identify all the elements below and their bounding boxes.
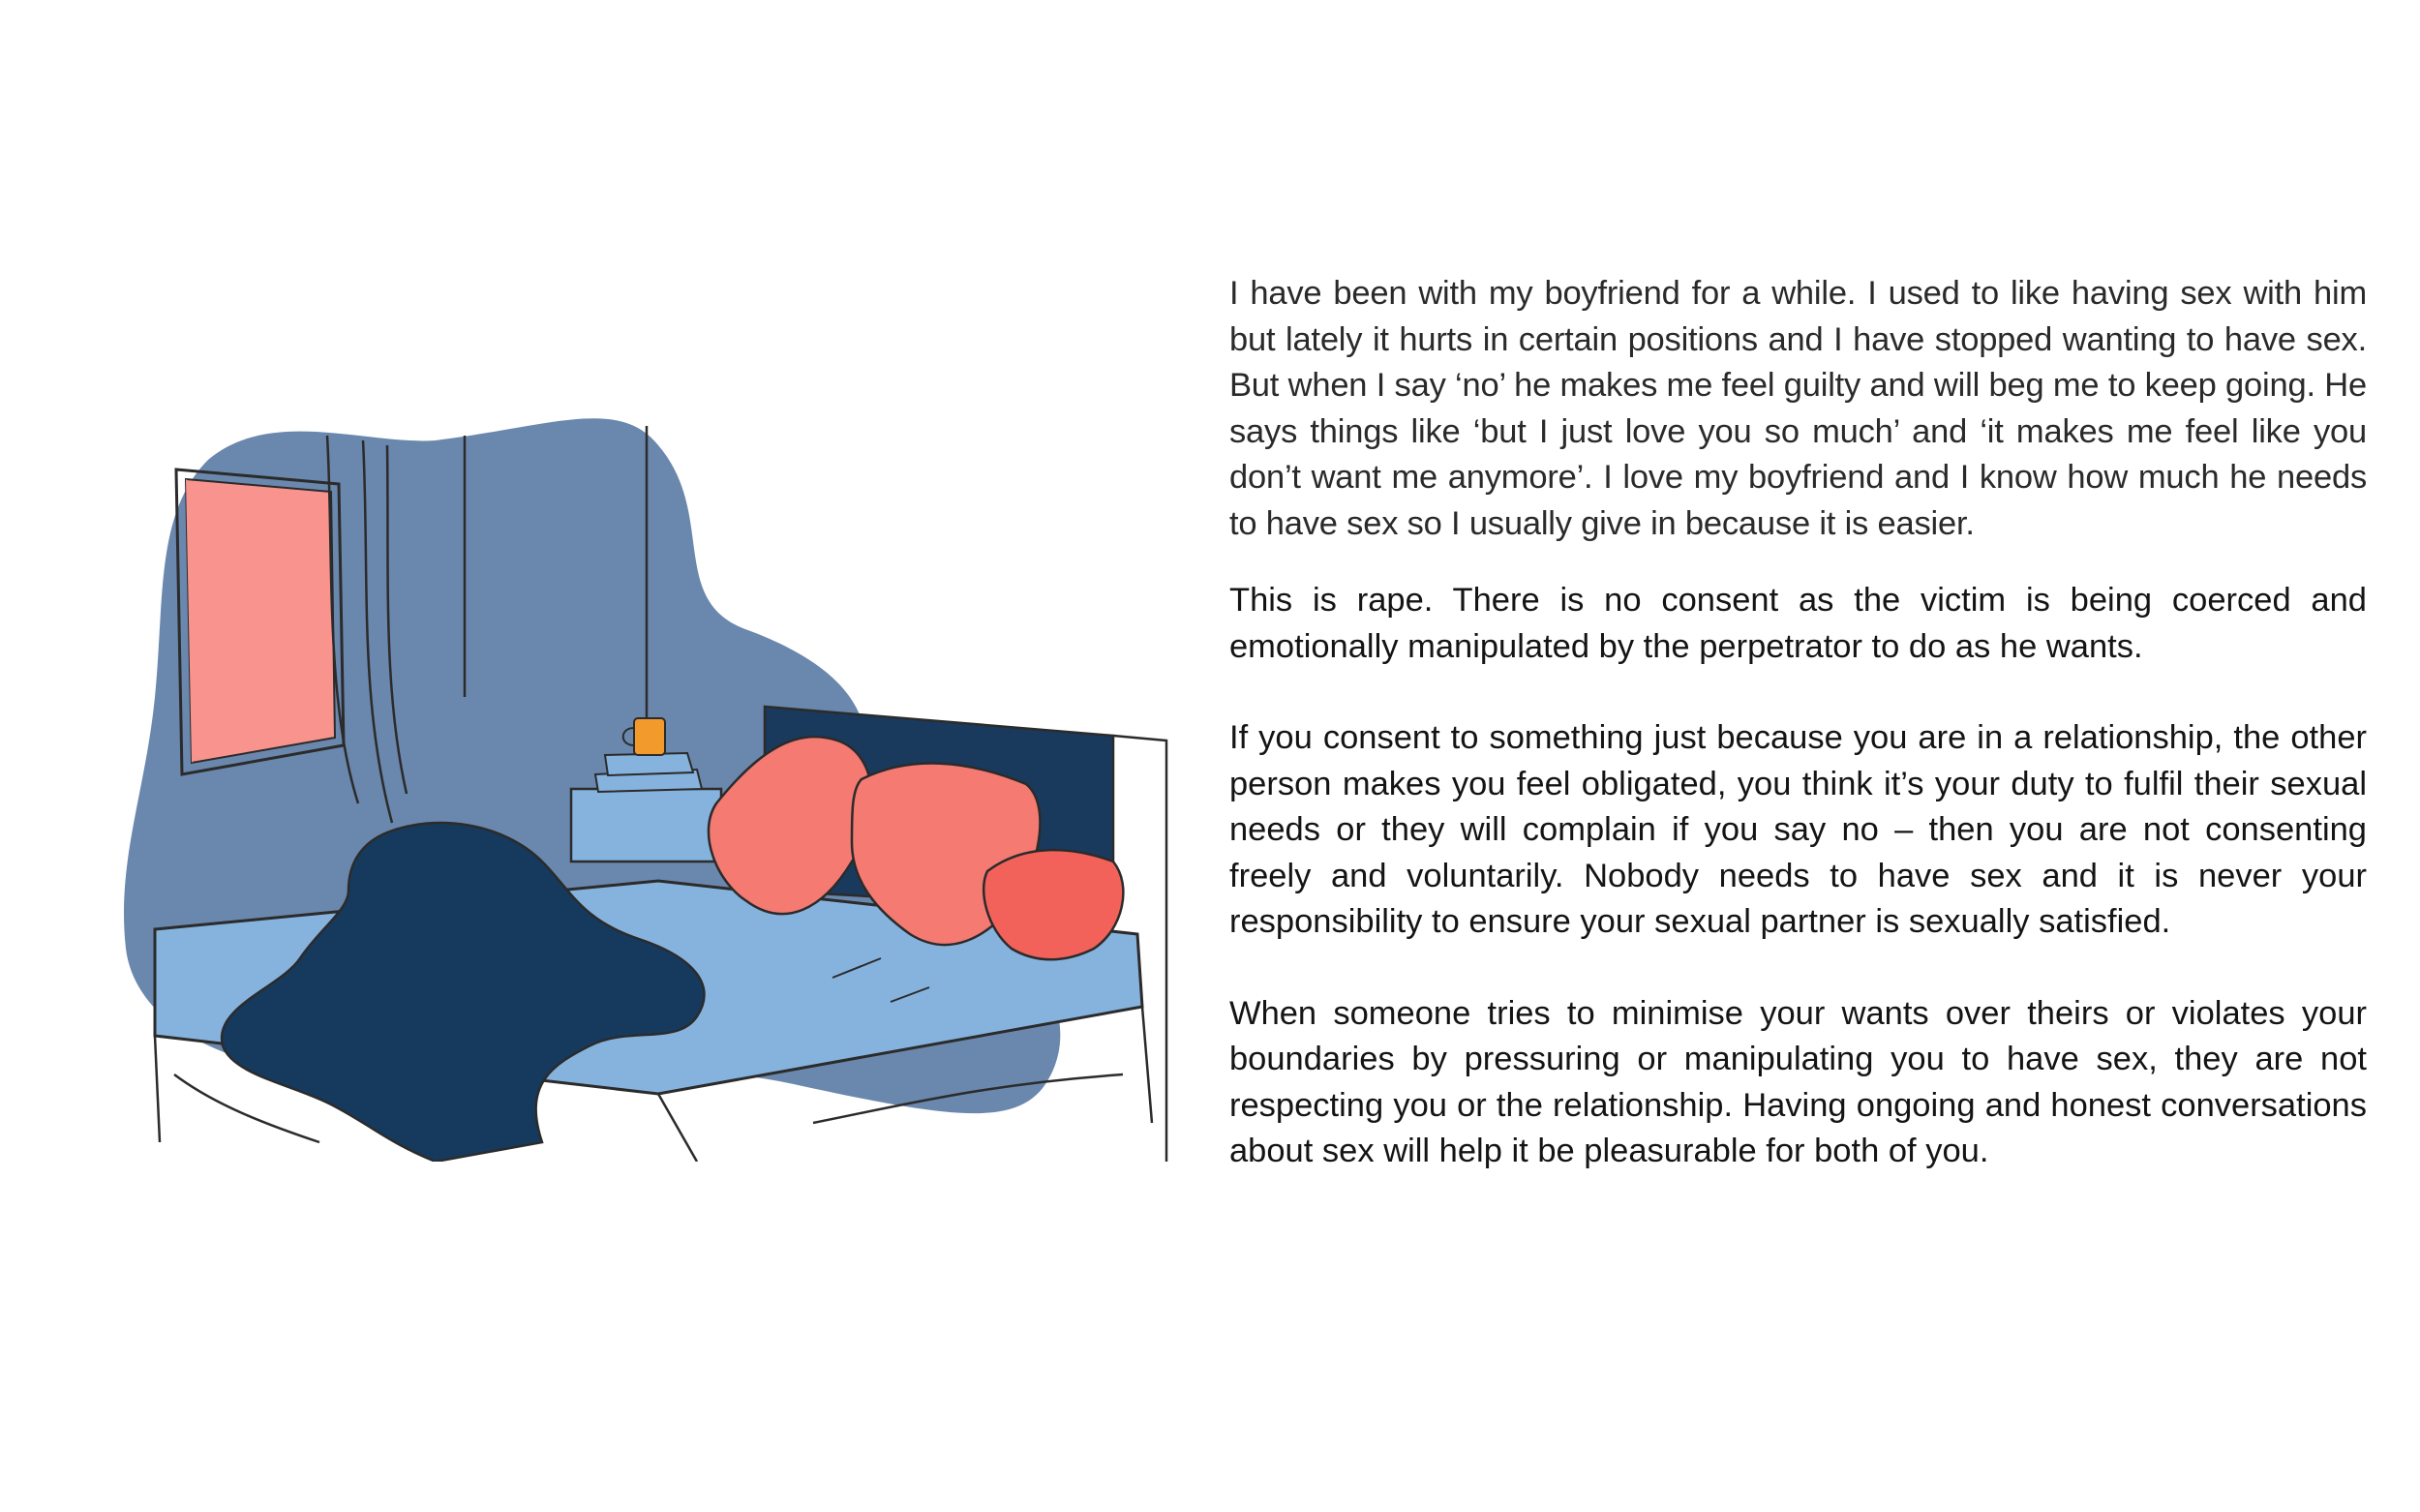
mug-icon (634, 718, 665, 755)
window (176, 469, 344, 774)
bedroom-scene-icon (116, 407, 1200, 1162)
explanation-paragraph: If you consent to something just because you are in a relationship, the other person makes you feel obligated, you think it’s your duty to fulfil their sexual needs or they will complain if you say no – then you are not consenting freely and voluntarily. Nobody needs to have sex and it is never your responsibility to ensure your sexual partner is sexually satisfied. (1229, 719, 2367, 940)
verdict-paragraph: This is rape. There is no consent as the victim is being coerced and emotionally manipulated by the perpetrator to do as he wants. (1229, 582, 2367, 665)
text-column (1229, 271, 2367, 1175)
bedroom-illustration (116, 407, 1200, 1162)
story-paragraph: I have been with my boyfriend for a while. I used to like having sex with him but lately it hurts in certain positions and I have stopped wanting to have sex. But when I say ‘no’ he makes me feel guilty and will beg me to keep going. He says things like ‘but I just love you so much’ and ‘it makes me feel like you don’t want me anymore’. I love my boyfriend and I know how much he needs to have sex so I usually give in because it is easier. (1229, 275, 2367, 542)
advice-paragraph: When someone tries to minimise your wants over theirs or violates your boundaries by pressuring or manipulating you to have sex, they are not respecting you or the relationship. Having ongoing and honest conversations about sex will help it be pleasurable for both of you. (1229, 994, 2367, 1169)
